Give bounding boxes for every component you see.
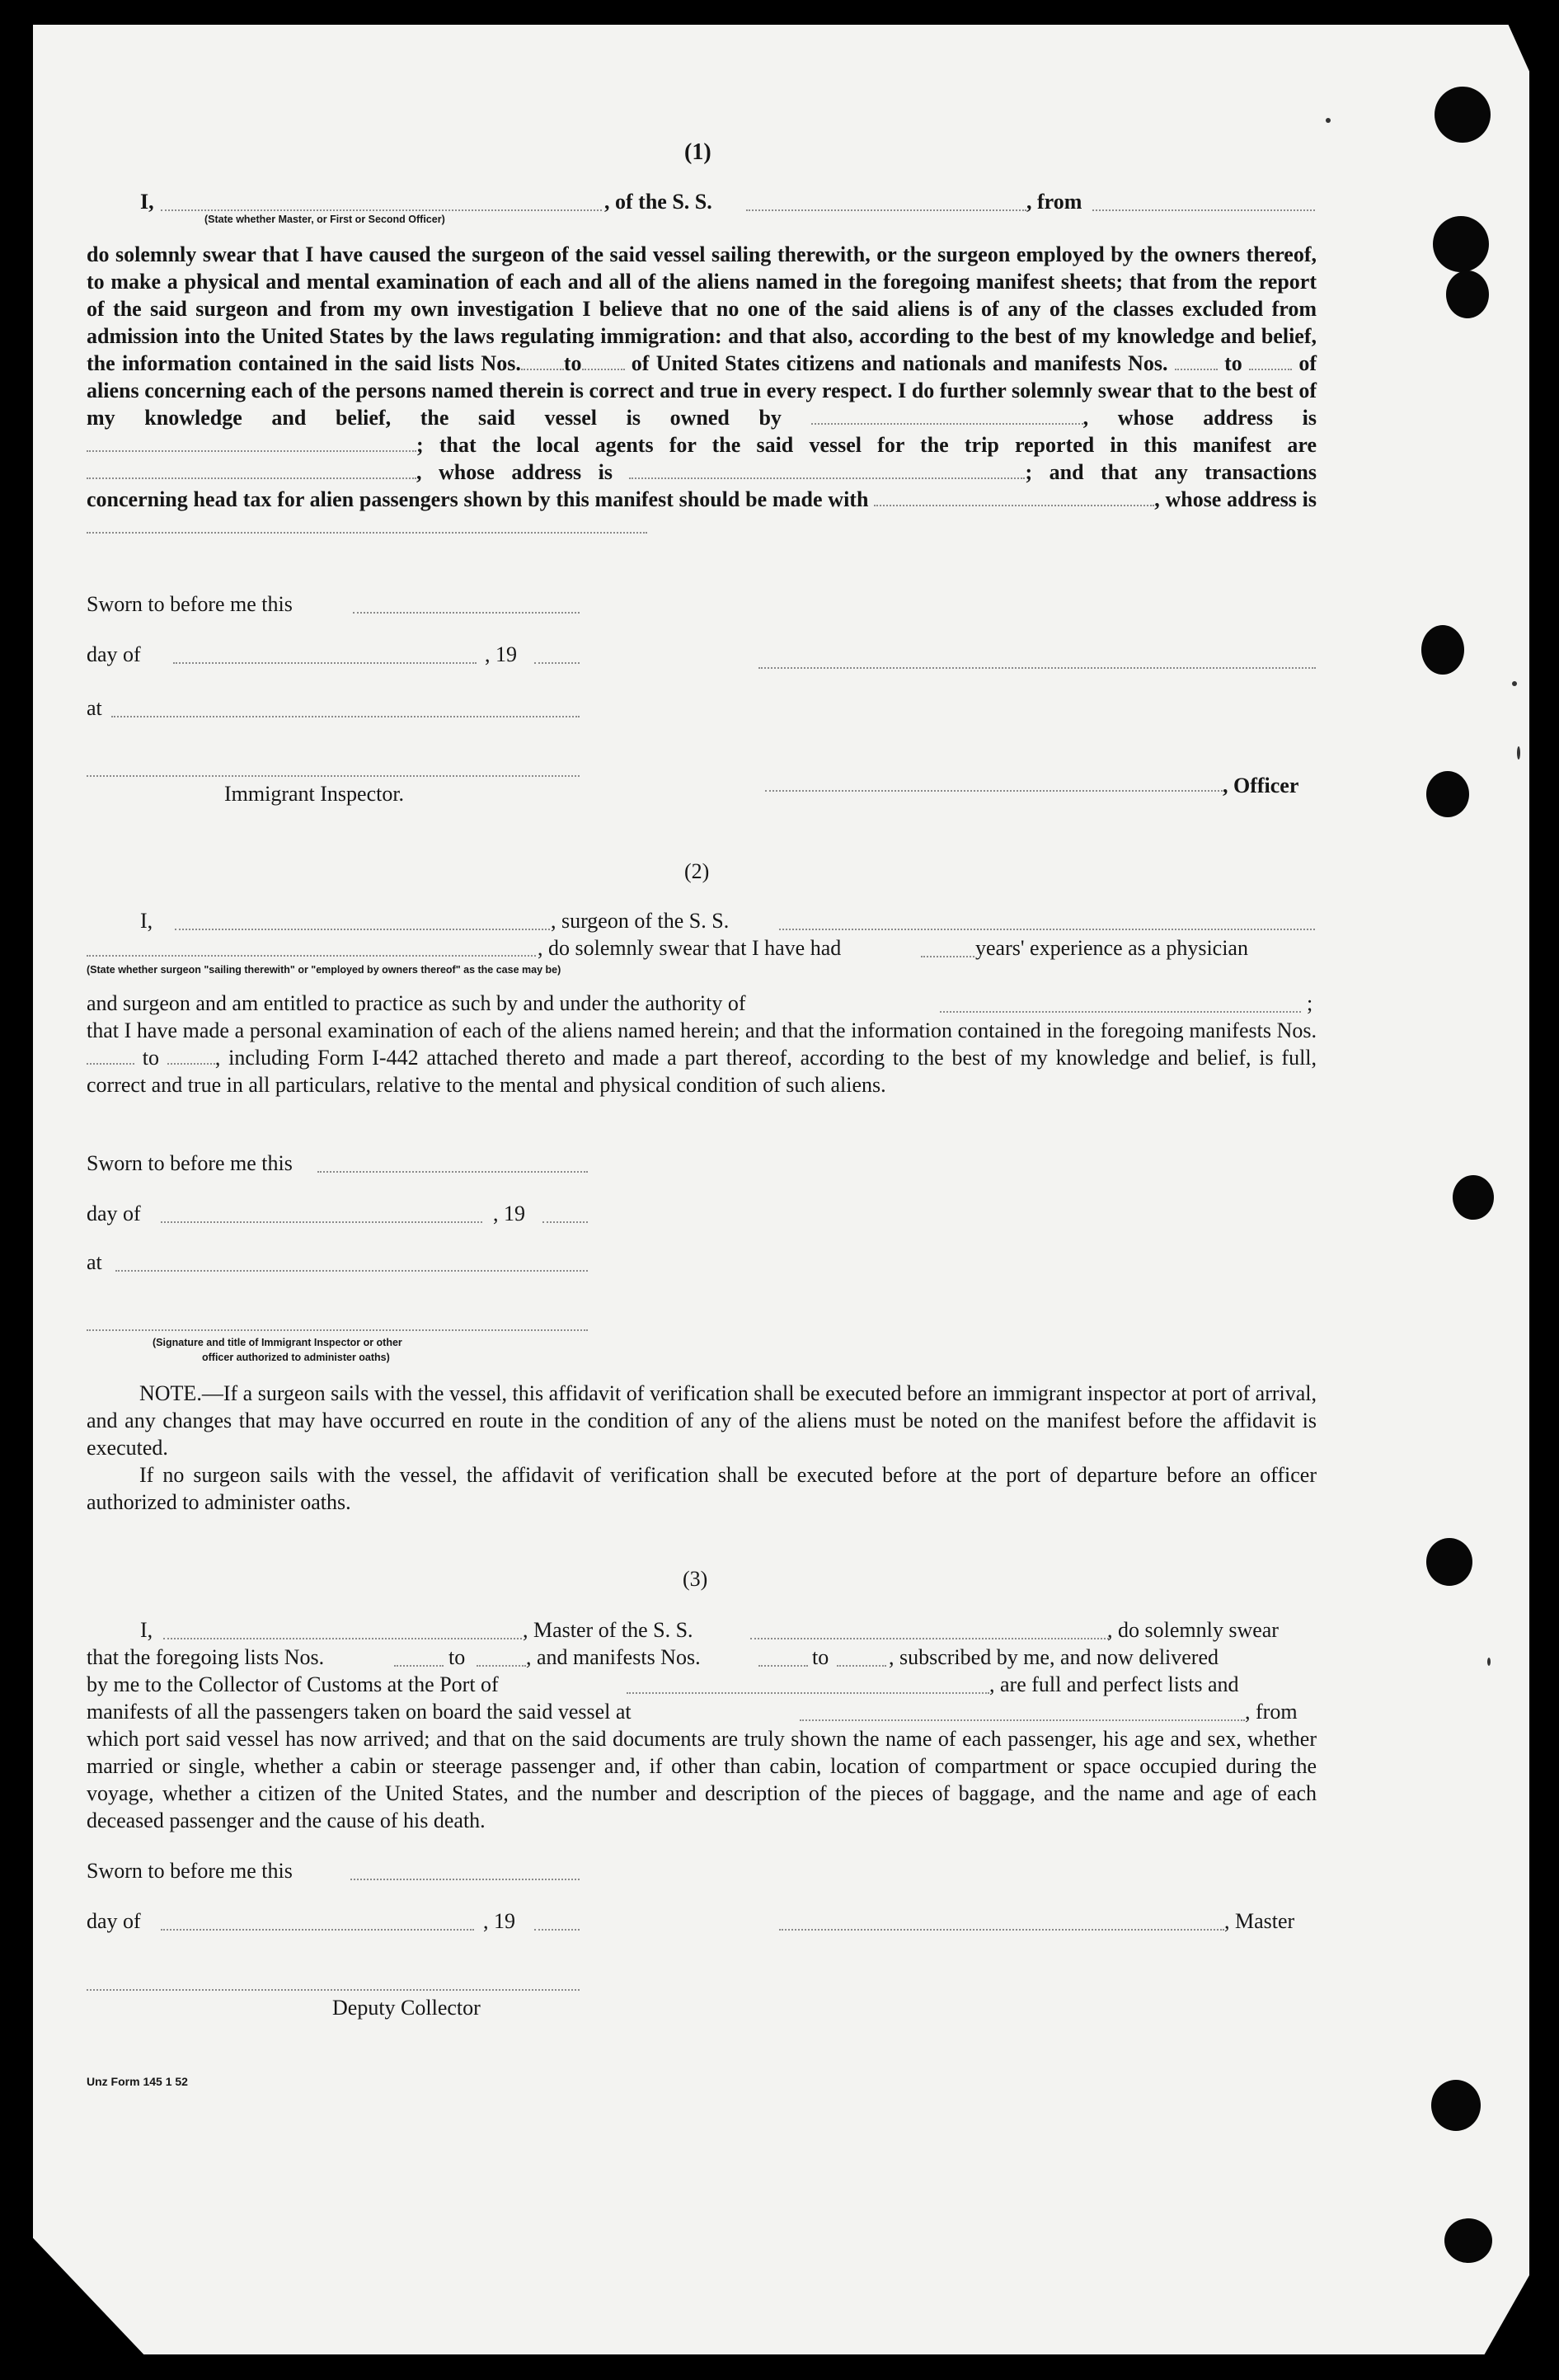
punch-hole [1426,771,1469,817]
oath-text: do solemnly swear that I have caused the surgeon of the said vessel sailing therewith, or the surgeon employed by the owners thereof, to make a physical and mental examination of each and all of the aliens named in the foregoing manifest sheets; that from the report of the said surgeon and from my own investigation I believe that no one of the said aliens is of any of the classes excluded from admission into the United States by the laws regulating immigration: and that also, according to the best of my knowledge and belief, the information contained in the said lists Nos. [87,242,1317,375]
form-number: Unz Form 145 1 52 [87,2075,188,2088]
vessel-name-line [750,1638,1109,1639]
and-manifests-text: , and manifests Nos. [526,1645,701,1669]
signature-hint-2: officer authorized to administer oaths) [202,1352,390,1363]
comma: , [1154,487,1160,511]
master-of-label: , Master of the S. S. [523,1618,693,1642]
year-line [534,662,580,664]
vessel-name-line [779,929,1315,930]
punch-hole [1433,216,1489,272]
punch-hole [1426,1538,1472,1586]
swear-text: , do solemnly swear [1107,1618,1279,1642]
punch-hole [1431,2080,1481,2131]
note-surgeon-sails: NOTE.—If a surgeon sails with the vessel, this affidavit of verification shall be executed before an immigrant inspector at port of arrival, and any changes that may have occurred en route in the condition of any of the aliens must be noted on the manifest before the affidavit is executed. [87,1381,1317,1460]
citizens-text: of United States citizens and nationals and manifests Nos. [631,351,1168,375]
collector-text: by me to the Collector of Customs at the Port of [87,1672,499,1696]
at-label: at [87,1250,102,1274]
exam-text-2: , including Form I-442 attached thereto and made a part thereof, according to the best of my knowledge and belief, is full, correct and true in all particulars, relative to the mental and physical condition of such aliens. [87,1046,1317,1097]
oath-i: I, [140,1618,153,1642]
oath-text-2: concerning each of the persons named therein is correct and true in every respect. I do further solemnly swear that to the best of my knowledge and belief, the said vessel is owned by [87,379,1317,430]
punch-hole [1444,2218,1492,2263]
of-aliens-text: of aliens [87,351,1317,402]
local-agents-text: ; that the local agents for the said vessel for the trip reported in this manifest are [416,433,1317,457]
lists-nos-text: that the foregoing lists Nos. [87,1645,325,1669]
day-of-label: day of [87,642,141,666]
sworn-date-line [317,1171,588,1173]
master-name-line [163,1638,522,1639]
punch-hole [1446,270,1489,318]
oath-i: I, [140,909,153,933]
year-line [534,1929,580,1931]
signature-hint-1: (Signature and title of Immigrant Inspector or other [153,1337,402,1348]
at-place-line [111,716,580,717]
day-of-label: day of [87,1909,141,1933]
whose-address-text: , whose address is [1082,406,1317,430]
punch-hole [1453,1175,1494,1220]
inspector-signature-line [87,775,580,777]
embark-port-line [800,1719,1245,1721]
surgeon-of-label: , surgeon of the S. S. [551,909,730,933]
list-to-line [477,1665,526,1667]
speck [1326,118,1331,123]
to-label: to [142,1046,160,1070]
sworn-date-line [350,1879,580,1880]
from-port-line [1092,209,1315,211]
vessel-name-line [746,209,1026,211]
year-label: , 19 [483,1909,515,1933]
at-place-line [115,1270,588,1272]
sworn-date-line [353,612,580,614]
to-label: to [563,351,582,375]
at-label: at [87,696,102,720]
list-from-line [394,1665,444,1667]
years-text: , do solemnly swear that I have had [538,936,842,960]
year-line [542,1221,588,1223]
officer-label: , Officer [1223,774,1299,797]
sworn-label: Sworn to before me this [87,1859,293,1883]
manifests-all-text: manifests of all the passengers taken on board the said vessel at [87,1700,632,1724]
authority-text: and surgeon and am entitled to practice as such by and under the authority of [87,991,746,1015]
officer-signature-line [758,667,1316,669]
officer-name-line [161,209,602,211]
speck [1517,746,1520,760]
section-2-body [87,1017,1317,1098]
whose-address-text-3: whose address is [1165,487,1317,511]
master-label: , Master [1224,1909,1295,1933]
full-lists-text: , are full and perfect lists and [989,1672,1239,1696]
physician-text: years' experience as a physician [975,936,1248,960]
punch-hole [1435,87,1491,143]
to-label: to [448,1645,466,1669]
to-label: to [812,1645,829,1669]
officer-title-line [765,790,1223,792]
subscribed-text: , subscribed by me, and now delivered [889,1645,1219,1669]
from-label: , from [1026,190,1082,214]
officer-hint: (State whether Master, or First or Second Officer) [204,214,445,225]
semicolon: ; [1307,991,1313,1015]
signature-line [87,1329,588,1331]
collector-signature-line [87,1989,580,1991]
from-label: , from [1245,1700,1298,1724]
authority-line [940,1011,1301,1013]
master-signature-line [779,1929,1224,1931]
oath-i: I, [140,190,154,214]
month-line [161,1221,482,1223]
immigrant-inspector-label: Immigrant Inspector. [224,782,405,806]
exam-text: that I have made a personal examination of each of the aliens named herein; and that the information contained in the foregoing manifests Nos. [87,1018,1317,1042]
section-number: (1) [684,139,711,165]
sworn-label: Sworn to before me this [87,1151,293,1175]
note-no-surgeon: If no surgeon sails with the vessel, the affidavit of verification shall be executed before at the port of departure before an officer authorized to administer oaths. [87,1463,1317,1514]
note-block [87,1380,1317,1516]
punch-hole [1421,625,1464,675]
section-1-body [87,241,1317,540]
sworn-label: Sworn to before me this [87,592,293,616]
manifest-to-line [837,1665,886,1667]
surgeon-name-line [175,929,550,930]
month-line [173,662,477,664]
section-number: (2) [684,859,710,883]
section-3-body [87,1725,1317,1834]
transactions-text: ; and that any transactions concerning head tax for alien passengers shown by this manifest should be made with [87,460,1317,511]
speck [1487,1658,1491,1666]
to-label: to [1224,351,1242,375]
year-label: , 19 [493,1202,525,1225]
year-label: , 19 [485,642,517,666]
years-line [921,956,974,957]
surgeon-hint: (State whether surgeon "sailing therewith" or "employed by owners thereof" as the case may be) [87,964,561,976]
surgeon-status-line [87,955,536,957]
day-of-label: day of [87,1202,141,1225]
port-line [627,1692,989,1694]
deputy-collector-label: Deputy Collector [332,1996,481,2020]
declaration-text: which port said vessel has now arrived; and that on the said documents are truly shown the name of each passenger, his age and sex, whether married or single, whether a cabin or steerage passenger and, if other than cabin, location of compartment or space occupied during the voyage, whether a citizen of the United States, and the number and description of the pieces of baggage, and the name and age of each deceased passenger and the cause of his death. [87,1727,1317,1832]
manifest-from-line [758,1665,808,1667]
section-number: (3) [683,1567,708,1591]
month-line [161,1929,474,1931]
of-ss-label: , of the S. S. [604,190,712,214]
whose-address-text-2: , whose address is [416,460,613,484]
speck [1512,681,1517,686]
